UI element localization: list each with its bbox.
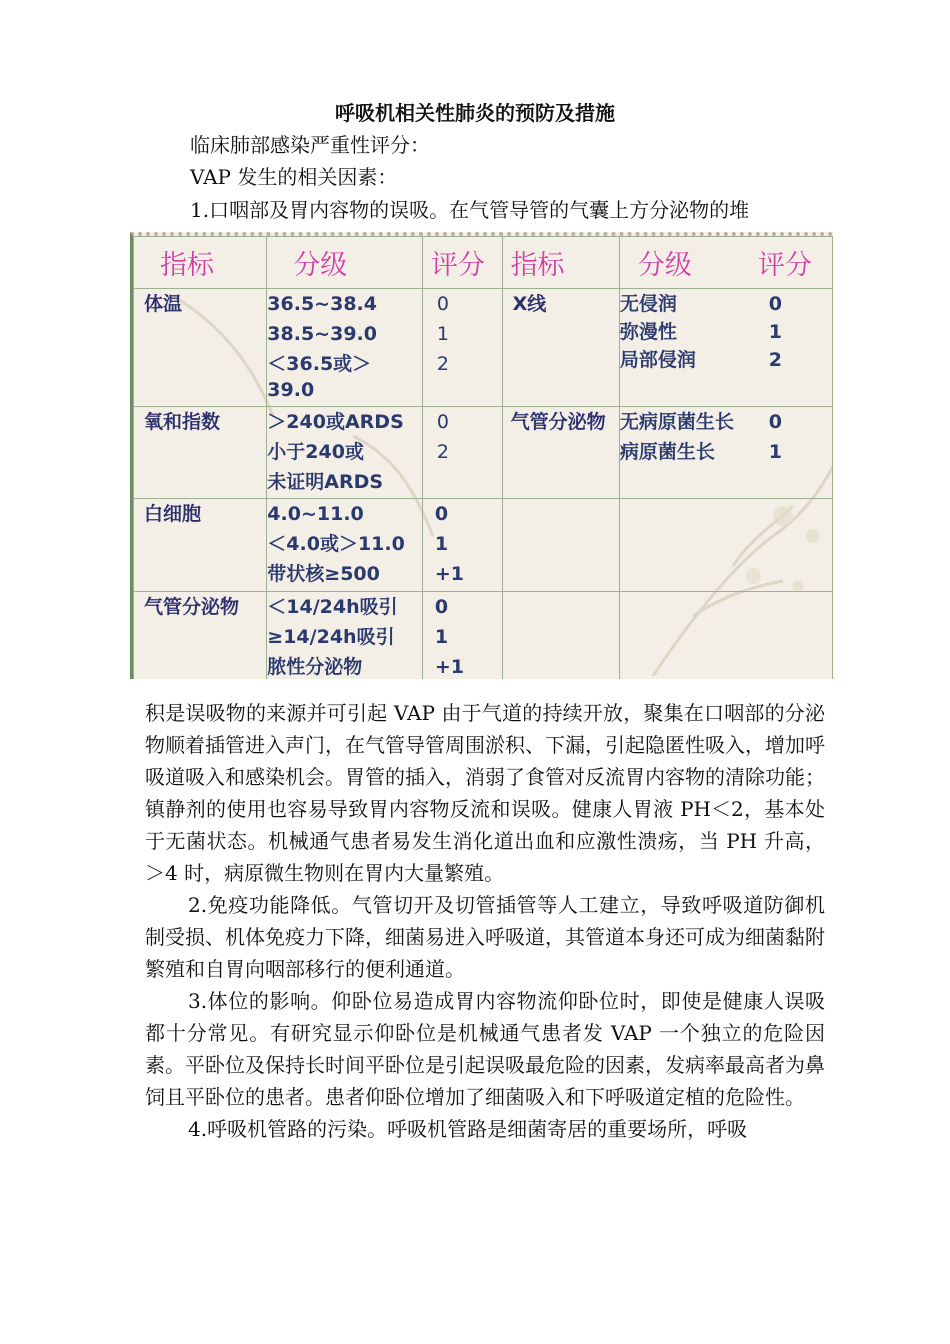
grade-cell: ＞240或ARDS 小于240或 未证明ARDS [267,407,423,499]
empty-cell [502,499,619,592]
header-grade: 分级 [267,237,423,289]
intro-line-2: VAP 发生的相关因素： [190,165,398,189]
score-cell: 0 2 [422,407,502,499]
indicator-cell-2: X线 [502,289,619,407]
indicator-cell: 气管分泌物 [134,592,267,680]
intro-line-3: 1.口咽部及胃内容物的误吸。在气管导管的气囊上方分泌物的堆 [190,198,750,222]
table-row [134,289,833,407]
indicator-cell-2: 气管分泌物 [502,407,619,499]
empty-cell [619,499,832,592]
score-table [133,236,833,679]
empty-cell [502,592,619,680]
header-score: 评分 [422,237,502,289]
document-title: 呼吸机相关性肺炎的预防及措施 [335,101,615,125]
grade-score-cell-2: 无侵润 0 弥漫性 1 局部侵润 2 [619,289,832,407]
table-row [134,407,833,499]
paragraph-2: 2.免疫功能降低。气管切开及切管插管等人工建立，导致呼吸道防御机制受损、机体免疫力下降，细菌易进入呼吸道，其管道本身还可成为细菌黏附繁殖和自胃向咽部移行的便利通道。 [145,893,825,981]
indicator-cell: 氧和指数 [134,407,267,499]
header-grade-score-2: 分级 评分 [619,237,832,289]
header-indicator: 指标 [134,237,267,289]
indicator-cell: 白细胞 [134,499,267,592]
paragraph-4: 4.呼吸机管路的污染。呼吸机管路是细菌寄居的重要场所，呼吸 [188,1117,748,1141]
score-cell: 0 1 +1 [422,592,502,680]
cpis-score-table-image [130,232,833,679]
paragraph-3: 3.体位的影响。仰卧位易造成胃内容物流仰卧位时，即使是健康人误吸都十分常见。有研究显示仰卧位是机械通气患者发 VAP 一个独立的危险因素。平卧位及保持长时间平卧位是引起误吸最危险的因素，发病率最高者为鼻饲且平卧位的患者。患者仰卧位增加了细菌吸入和下呼吸道定植的危险性。 [145,989,825,1109]
indicator-cell: 体温 [134,289,267,407]
table-header-row [134,237,833,289]
table-row [134,499,833,592]
body-paragraphs [145,697,825,1145]
grade-score-cell-2: 无病原菌生长 0 病原菌生长 1 [619,407,832,499]
header-indicator-2: 指标 [502,237,619,289]
table-row [134,592,833,680]
empty-cell [619,592,832,680]
score-cell: 0 1 2 [422,289,502,407]
grade-cell: 36.5~38.4 38.5~39.0 ＜36.5或＞ 39.0 [267,289,423,407]
grade-cell: ＜14/24h吸引 ≥14/24h吸引 脓性分泌物 [267,592,423,680]
intro-line-1: 临床肺部感染严重性评分： [190,133,430,157]
score-cell: 0 1 +1 [422,499,502,592]
grade-cell: 4.0~11.0 ＜4.0或＞11.0 带状核≥500 [267,499,423,592]
paragraph-1: 积是误吸物的来源并可引起 VAP 由于气道的持续开放，聚集在口咽部的分泌物顺着插管进入声门，在气管导管周围淤积、下漏，引起隐匿性吸入，增加呼吸道吸入和感染机会。胃管的插入，消弱了食管对反流胃内容物的清除功能；镇静剂的使用也容易导致胃内容物反流和误吸。健康人胃液 PH＜2，基本处于无菌状态。机械通气患者易发生消化道出血和应激性溃疡，当 PH 升高，＞4 时，病原微生物则在胃内大量繁殖。 [145,701,825,885]
